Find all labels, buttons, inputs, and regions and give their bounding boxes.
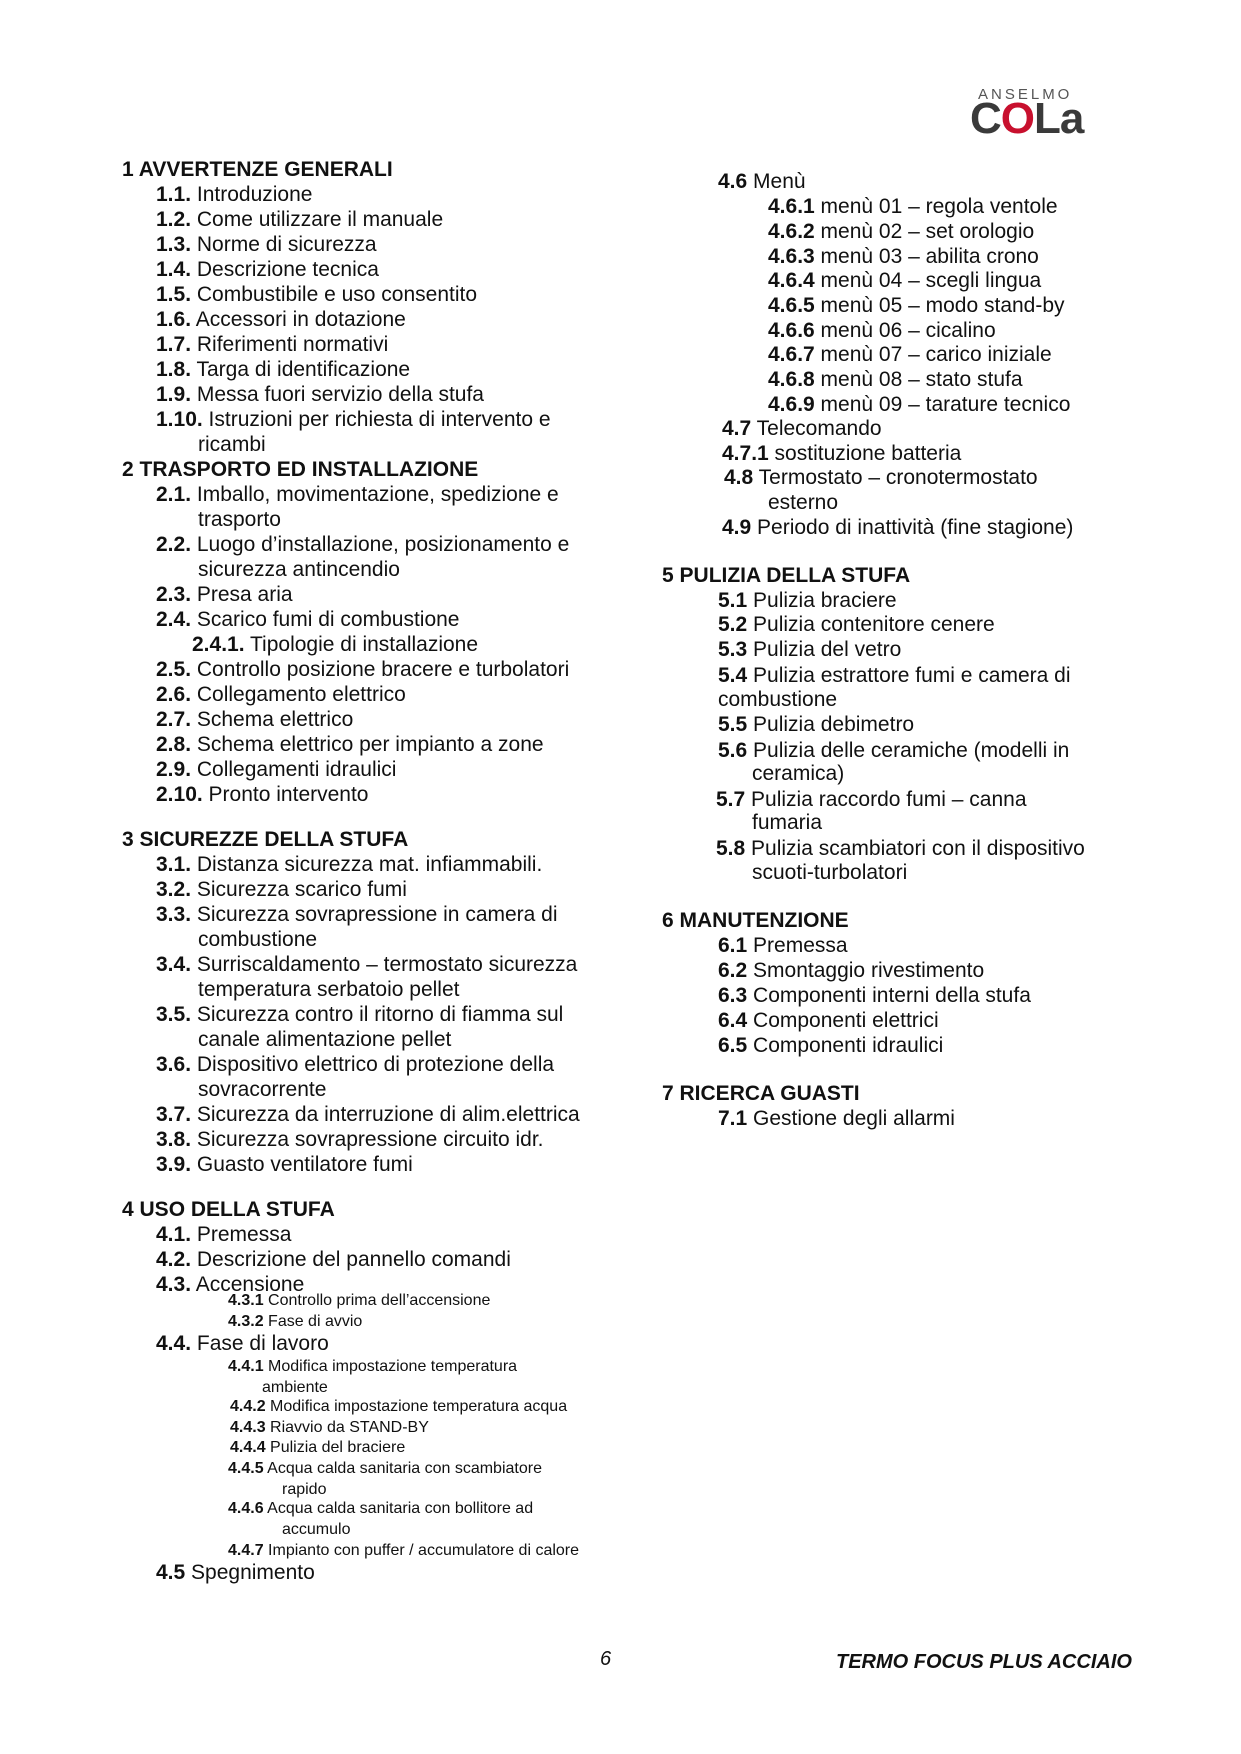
toc-entry-number: 4.6.8 bbox=[768, 368, 815, 391]
toc-entry bbox=[156, 1153, 413, 1177]
toc-entry-title: Fase di lavoro bbox=[191, 1332, 329, 1355]
toc-entry-title: temperatura serbatoio pellet bbox=[198, 978, 460, 1001]
toc-entry-number: 2.4.1. bbox=[192, 633, 245, 656]
toc-entry-number: 5.1 bbox=[718, 589, 748, 612]
toc-entry bbox=[722, 417, 882, 441]
toc-entry-number: 6.2 bbox=[718, 959, 748, 982]
toc-entry bbox=[718, 664, 1071, 688]
toc-entry-title: Sicurezza sovrapressione circuito idr. bbox=[191, 1128, 544, 1151]
toc-entry-title: Pulizia debimetro bbox=[747, 713, 915, 736]
toc-entry-title: Pulizia scambiatori con il dispositivo bbox=[745, 837, 1085, 860]
toc-entry-title: sovracorrente bbox=[198, 1078, 327, 1101]
toc-section-heading bbox=[662, 564, 910, 588]
toc-entry bbox=[768, 393, 1070, 417]
toc-entry-title: Collegamento elettrico bbox=[191, 683, 406, 706]
toc-entry-title: Accensione bbox=[191, 1273, 305, 1296]
toc-entry-number: 4.6.3 bbox=[768, 245, 815, 268]
toc-entry-number: 3.5. bbox=[156, 1003, 192, 1026]
toc-entry-title: Pulizia del vetro bbox=[747, 638, 902, 661]
toc-entry bbox=[768, 319, 996, 343]
toc-entry-title: Imballo, movimentazione, spedizione e bbox=[191, 483, 559, 506]
toc-entry-title: ceramica) bbox=[752, 762, 845, 785]
toc-entry-title: menù 04 – scegli lingua bbox=[814, 269, 1042, 292]
toc-entry bbox=[192, 633, 478, 657]
toc-entry-title: Spegnimento bbox=[185, 1561, 315, 1584]
document-title: TERMO FOCUS PLUS ACCIAIO bbox=[836, 1651, 1132, 1673]
toc-entry bbox=[156, 333, 388, 357]
toc-entry bbox=[752, 861, 907, 885]
toc-entry-number: 6 bbox=[662, 909, 680, 932]
toc-entry-title: Norme di sicurezza bbox=[191, 233, 377, 256]
toc-entry bbox=[228, 1499, 533, 1518]
toc-entry-number: 4.8 bbox=[724, 466, 754, 489]
toc-entry bbox=[718, 713, 914, 737]
toc-entry-title: Sicurezza contro il ritorno di fiamma sul bbox=[191, 1003, 564, 1026]
toc-entry bbox=[156, 758, 396, 782]
toc-entry-number: 4.4.4 bbox=[230, 1439, 266, 1456]
toc-entry-number: 4.9 bbox=[722, 516, 752, 539]
toc-entry-title: scuoti-turbolatori bbox=[752, 861, 908, 884]
brand-main-text: COLa bbox=[970, 94, 1084, 143]
toc-entry-number: 5.3 bbox=[718, 638, 748, 661]
toc-entry bbox=[722, 442, 961, 466]
toc-entry bbox=[156, 733, 544, 757]
toc-entry-number: 4.6.5 bbox=[768, 294, 815, 317]
toc-entry-title: Smontaggio rivestimento bbox=[747, 959, 985, 982]
toc-entry-title: USO DELLA STUFA bbox=[139, 1198, 335, 1221]
toc-entry bbox=[156, 383, 484, 407]
toc-entry-title: Acqua calda sanitaria con bollitore ad bbox=[263, 1500, 534, 1517]
toc-entry bbox=[156, 233, 377, 257]
toc-entry-number: 5.5 bbox=[718, 713, 748, 736]
toc-entry-number: 2.8. bbox=[156, 733, 192, 756]
toc-entry-title: Distanza sicurezza mat. infiammabili. bbox=[191, 853, 543, 876]
toc-entry-number: 4.7.1 bbox=[722, 442, 769, 465]
toc-entry-title: Fase di avvio bbox=[263, 1313, 363, 1330]
toc-entry-title: Dispositivo elettrico di protezione della bbox=[191, 1053, 555, 1076]
toc-entry-title: Pulizia braciere bbox=[747, 589, 897, 612]
toc-entry bbox=[768, 491, 838, 515]
toc-entry-number: 3.7. bbox=[156, 1103, 192, 1126]
toc-entry-title: Collegamenti idraulici bbox=[191, 758, 397, 781]
toc-entry-number: 4.6.7 bbox=[768, 343, 815, 366]
toc-entry bbox=[156, 483, 559, 507]
toc-entry bbox=[718, 934, 848, 958]
toc-entry-title: Telecomando bbox=[751, 417, 882, 440]
toc-entry-title: Componenti interni della stufa bbox=[747, 984, 1031, 1007]
toc-entry-title: Combustibile e uso consentito bbox=[191, 283, 478, 306]
toc-entry bbox=[228, 1459, 542, 1478]
toc-entry-title: Pulizia estrattore fumi e camera di bbox=[747, 664, 1071, 687]
toc-section-heading bbox=[662, 909, 849, 933]
toc-entry-title: Messa fuori servizio della stufa bbox=[191, 383, 484, 406]
toc-entry bbox=[156, 853, 542, 877]
toc-entry bbox=[156, 358, 410, 382]
toc-entry bbox=[718, 959, 984, 983]
toc-entry bbox=[198, 433, 266, 457]
toc-entry-number: 2.3. bbox=[156, 583, 192, 606]
toc-entry-number: 3.2. bbox=[156, 878, 192, 901]
toc-entry bbox=[718, 688, 837, 712]
toc-entry-title: Sicurezza scarico fumi bbox=[191, 878, 407, 901]
toc-entry-number: 4.4.5 bbox=[228, 1460, 264, 1477]
toc-entry bbox=[768, 195, 1058, 219]
toc-entry-title: Come utilizzare il manuale bbox=[191, 208, 444, 231]
toc-entry-title: Riferimenti normativi bbox=[191, 333, 389, 356]
toc-entry-number: 4 bbox=[122, 1198, 140, 1221]
toc-entry bbox=[228, 1312, 362, 1331]
toc-entry-title: Schema elettrico per impianto a zone bbox=[191, 733, 544, 756]
toc-entry-title: Presa aria bbox=[191, 583, 293, 606]
toc-entry-title: RICERCA GUASTI bbox=[679, 1082, 860, 1105]
toc-entry-number: 5.8 bbox=[716, 837, 746, 860]
toc-entry-number: 4.7 bbox=[722, 417, 752, 440]
toc-entry-title: combustione bbox=[198, 928, 318, 951]
toc-entry-number: 1.4. bbox=[156, 258, 192, 281]
toc-entry-number: 5.2 bbox=[718, 613, 748, 636]
toc-entry bbox=[198, 558, 400, 582]
toc-entry-title: Controllo posizione bracere e turbolatori bbox=[191, 658, 570, 681]
toc-entry-title: Controllo prima dell’accensione bbox=[263, 1292, 491, 1309]
toc-entry-number: 4.4.3 bbox=[230, 1419, 266, 1436]
toc-entry-number: 6.4 bbox=[718, 1009, 748, 1032]
toc-entry-number: 4.6.4 bbox=[768, 269, 815, 292]
toc-entry-number: 1.10. bbox=[156, 408, 203, 431]
toc-entry bbox=[156, 1103, 580, 1127]
toc-entry bbox=[156, 183, 312, 207]
toc-entry-title: menù 09 – tarature tecnico bbox=[814, 393, 1071, 416]
toc-entry bbox=[156, 1561, 315, 1585]
toc-entry bbox=[768, 294, 1065, 318]
toc-entry-title: Premessa bbox=[191, 1223, 292, 1246]
toc-entry-title: menù 02 – set orologio bbox=[814, 220, 1035, 243]
toc-entry bbox=[228, 1291, 490, 1310]
toc-entry-title: Pulizia contenitore cenere bbox=[747, 613, 995, 636]
toc-entry-number: 4.3. bbox=[156, 1273, 192, 1296]
toc-entry bbox=[198, 928, 317, 952]
toc-section-heading bbox=[122, 828, 408, 852]
toc-entry-title: ambiente bbox=[262, 1379, 328, 1396]
toc-section-heading bbox=[122, 1198, 335, 1222]
toc-entry-title: Acqua calda sanitaria con scambiatore bbox=[263, 1460, 542, 1477]
toc-entry-title: Descrizione tecnica bbox=[191, 258, 379, 281]
toc-entry-title: MANUTENZIONE bbox=[679, 909, 849, 932]
toc-entry-number: 2.9. bbox=[156, 758, 192, 781]
toc-entry bbox=[752, 762, 844, 786]
toc-entry bbox=[198, 508, 281, 532]
toc-entry-number: 1.2. bbox=[156, 208, 192, 231]
toc-entry bbox=[768, 343, 1052, 367]
toc-entry-title: AVVERTENZE GENERALI bbox=[138, 158, 393, 181]
toc-entry-number: 4.6 bbox=[718, 170, 748, 193]
toc-entry-number: 2.10. bbox=[156, 783, 203, 806]
toc-entry-title: menù 01 – regola ventole bbox=[814, 195, 1058, 218]
toc-entry bbox=[156, 1128, 544, 1152]
toc-entry-title: Riavvio da STAND-BY bbox=[265, 1419, 429, 1436]
toc-entry-number: 6.3 bbox=[718, 984, 748, 1007]
toc-entry-number: 3 bbox=[122, 828, 140, 851]
toc-entry bbox=[156, 258, 379, 282]
toc-entry-number: 1 bbox=[122, 158, 139, 181]
toc-entry bbox=[718, 1107, 955, 1131]
toc-entry-title: Menù bbox=[747, 170, 806, 193]
toc-entry-number: 3.3. bbox=[156, 903, 192, 926]
toc-entry-title: menù 08 – stato stufa bbox=[814, 368, 1023, 391]
toc-entry-number: 2.5. bbox=[156, 658, 192, 681]
toc-entry bbox=[198, 1078, 326, 1102]
toc-entry bbox=[156, 1003, 563, 1027]
toc-entry bbox=[718, 739, 1069, 763]
toc-entry-number: 3.4. bbox=[156, 953, 192, 976]
toc-entry-title: ricambi bbox=[198, 433, 266, 456]
toc-entry-title: Istruzioni per richiesta di intervento e bbox=[202, 408, 551, 431]
toc-entry-number: 7.1 bbox=[718, 1107, 748, 1130]
toc-entry-number: 4.3.1 bbox=[228, 1292, 264, 1309]
toc-entry-number: 1.7. bbox=[156, 333, 192, 356]
toc-entry-title: Surriscaldamento – termostato sicurezza bbox=[191, 953, 578, 976]
toc-entry-number: 1.5. bbox=[156, 283, 192, 306]
toc-entry-title: Sicurezza sovrapressione in camera di bbox=[191, 903, 558, 926]
toc-entry bbox=[156, 583, 293, 607]
toc-entry bbox=[718, 1034, 943, 1058]
toc-entry bbox=[716, 788, 1027, 812]
toc-entry bbox=[768, 220, 1034, 244]
toc-entry bbox=[718, 170, 806, 194]
toc-entry-number: 1.3. bbox=[156, 233, 192, 256]
toc-entry bbox=[718, 984, 1031, 1008]
toc-entry bbox=[156, 708, 353, 732]
toc-entry-title: PULIZIA DELLA STUFA bbox=[679, 564, 911, 587]
toc-entry bbox=[262, 1378, 328, 1397]
toc-entry bbox=[156, 608, 459, 632]
toc-entry-number: 4.2. bbox=[156, 1248, 192, 1271]
toc-entry-number: 5 bbox=[662, 564, 680, 587]
toc-entry-number: 6.1 bbox=[718, 934, 748, 957]
toc-entry-number: 1.9. bbox=[156, 383, 192, 406]
toc-section-heading bbox=[122, 458, 478, 482]
toc-entry-number: 4.5 bbox=[156, 1561, 186, 1584]
toc-entry-title: menù 07 – carico iniziale bbox=[814, 343, 1052, 366]
toc-entry-title: menù 05 – modo stand-by bbox=[814, 294, 1065, 317]
toc-entry-title: sostituzione batteria bbox=[768, 442, 962, 465]
toc-entry-number: 5.4 bbox=[718, 664, 748, 687]
toc-entry-title: Premessa bbox=[747, 934, 848, 957]
toc-entry bbox=[156, 1053, 554, 1077]
toc-entry bbox=[228, 1541, 579, 1560]
toc-entry-number: 4.4.1 bbox=[228, 1358, 264, 1375]
toc-entry bbox=[156, 308, 406, 332]
toc-entry-title: Gestione degli allarmi bbox=[747, 1107, 955, 1130]
toc-entry bbox=[768, 368, 1023, 392]
toc-entry bbox=[722, 516, 1073, 540]
toc-section-heading bbox=[122, 158, 393, 182]
toc-entry bbox=[282, 1480, 326, 1499]
toc-entry-title: SICUREZZE DELLA STUFA bbox=[139, 828, 409, 851]
toc-entry-number: 5.7 bbox=[716, 788, 746, 811]
toc-entry bbox=[198, 978, 460, 1002]
toc-entry-title: Componenti elettrici bbox=[747, 1009, 939, 1032]
toc-entry-title: Modifica impostazione temperatura bbox=[263, 1358, 518, 1375]
toc-entry-number: 5.6 bbox=[718, 739, 748, 762]
toc-entry bbox=[156, 208, 443, 232]
toc-entry-number: 1.8. bbox=[156, 358, 192, 381]
toc-entry bbox=[156, 953, 577, 977]
toc-entry-title: Luogo d’installazione, posizionamento e bbox=[191, 533, 570, 556]
toc-entry-title: esterno bbox=[768, 491, 839, 514]
toc-entry-title: Modifica impostazione temperatura acqua bbox=[265, 1398, 568, 1415]
toc-entry bbox=[768, 245, 1039, 269]
toc-entry-title: rapido bbox=[282, 1481, 327, 1498]
toc-entry-title: Pulizia delle ceramiche (modelli in bbox=[747, 739, 1070, 762]
toc-entry-number: 6.5 bbox=[718, 1034, 748, 1057]
toc-entry bbox=[156, 1223, 291, 1247]
toc-entry bbox=[718, 589, 897, 613]
toc-entry bbox=[156, 533, 569, 557]
toc-entry bbox=[718, 613, 995, 637]
toc-entry-number: 2.6. bbox=[156, 683, 192, 706]
toc-entry-number: 4.4. bbox=[156, 1332, 192, 1355]
toc-entry bbox=[752, 811, 822, 835]
toc-entry-title: sicurezza antincendio bbox=[198, 558, 400, 581]
toc-entry-number: 2.1. bbox=[156, 483, 192, 506]
toc-entry bbox=[230, 1397, 567, 1416]
toc-entry bbox=[156, 1332, 329, 1356]
toc-section-heading bbox=[662, 1082, 860, 1106]
toc-entry-number: 4.4.2 bbox=[230, 1398, 266, 1415]
toc-entry-number: 4.6.6 bbox=[768, 319, 815, 342]
toc-entry bbox=[230, 1418, 429, 1437]
toc-entry-title: Guasto ventilatore fumi bbox=[191, 1153, 413, 1176]
toc-entry-number: 4.4.7 bbox=[228, 1542, 264, 1559]
toc-entry bbox=[156, 408, 551, 432]
toc-entry-title: Descrizione del pannello comandi bbox=[191, 1248, 511, 1271]
toc-entry bbox=[156, 783, 368, 807]
toc-entry-number: 7 bbox=[662, 1082, 680, 1105]
toc-entry-title: canale alimentazione pellet bbox=[198, 1028, 452, 1051]
toc-entry-title: menù 06 – cicalino bbox=[814, 319, 996, 342]
toc-entry-number: 1.1. bbox=[156, 183, 192, 206]
toc-entry-title: combustione bbox=[718, 688, 838, 711]
toc-entry-number: 4.6.1 bbox=[768, 195, 815, 218]
toc-entry bbox=[228, 1357, 517, 1376]
toc-entry bbox=[198, 1028, 451, 1052]
toc-entry bbox=[716, 837, 1085, 861]
toc-entry-title: TRASPORTO ED INSTALLAZIONE bbox=[139, 458, 479, 481]
toc-entry bbox=[156, 1248, 511, 1272]
toc-entry-title: Pulizia del braciere bbox=[265, 1439, 406, 1456]
toc-entry-number: 1.6. bbox=[156, 308, 192, 331]
toc-entry-title: Introduzione bbox=[191, 183, 313, 206]
toc-entry-title: Sicurezza da interruzione di alim.elettrica bbox=[191, 1103, 580, 1126]
toc-entry-title: Componenti idraulici bbox=[747, 1034, 944, 1057]
toc-entry-title: fumaria bbox=[752, 811, 823, 834]
toc-entry-number: 4.6.9 bbox=[768, 393, 815, 416]
toc-entry bbox=[156, 903, 558, 927]
toc-entry-number: 3.9. bbox=[156, 1153, 192, 1176]
toc-entry bbox=[282, 1520, 350, 1539]
toc-entry bbox=[230, 1438, 405, 1457]
toc-entry-title: Pulizia raccordo fumi – canna bbox=[745, 788, 1027, 811]
toc-entry-title: Impianto con puffer / accumulatore di calore bbox=[263, 1542, 580, 1559]
toc-entry bbox=[724, 466, 1038, 490]
toc-entry-number: 4.3.2 bbox=[228, 1313, 264, 1330]
toc-entry bbox=[718, 638, 901, 662]
toc-entry-title: accumulo bbox=[282, 1521, 351, 1538]
toc-entry-title: Periodo di inattività (fine stagione) bbox=[751, 516, 1074, 539]
toc-entry-title: menù 03 – abilita crono bbox=[814, 245, 1039, 268]
toc-entry-number: 2.7. bbox=[156, 708, 192, 731]
toc-entry-number: 3.8. bbox=[156, 1128, 192, 1151]
toc-entry-number: 4.6.2 bbox=[768, 220, 815, 243]
toc-entry-title: trasporto bbox=[198, 508, 281, 531]
toc-entry-title: Termostato – cronotermostato bbox=[753, 466, 1038, 489]
toc-entry-number: 4.4.6 bbox=[228, 1500, 264, 1517]
toc-entry bbox=[156, 283, 477, 307]
brand-logo bbox=[970, 86, 1084, 143]
toc-entry-title: Pronto intervento bbox=[202, 783, 369, 806]
toc-entry bbox=[156, 683, 406, 707]
toc-entry-number: 2 bbox=[122, 458, 140, 481]
toc-entry-title: Tipologie di installazione bbox=[244, 633, 479, 656]
toc-entry-title: Targa di identificazione bbox=[191, 358, 411, 381]
toc-entry-number: 3.6. bbox=[156, 1053, 192, 1076]
toc-entry-number: 2.4. bbox=[156, 608, 192, 631]
toc-entry bbox=[768, 269, 1041, 293]
toc-entry-number: 2.2. bbox=[156, 533, 192, 556]
toc-entry bbox=[156, 658, 569, 682]
toc-entry-title: Scarico fumi di combustione bbox=[191, 608, 460, 631]
toc-entry bbox=[156, 878, 407, 902]
toc-entry-number: 4.1. bbox=[156, 1223, 192, 1246]
toc-entry-title: Schema elettrico bbox=[191, 708, 354, 731]
brand-top-text: ANSELMO bbox=[978, 86, 1073, 103]
toc-entry bbox=[718, 1009, 939, 1033]
toc-entry-number: 3.1. bbox=[156, 853, 192, 876]
page-number: 6 bbox=[600, 1648, 612, 1670]
toc-entry-title: Accessori in dotazione bbox=[191, 308, 406, 331]
